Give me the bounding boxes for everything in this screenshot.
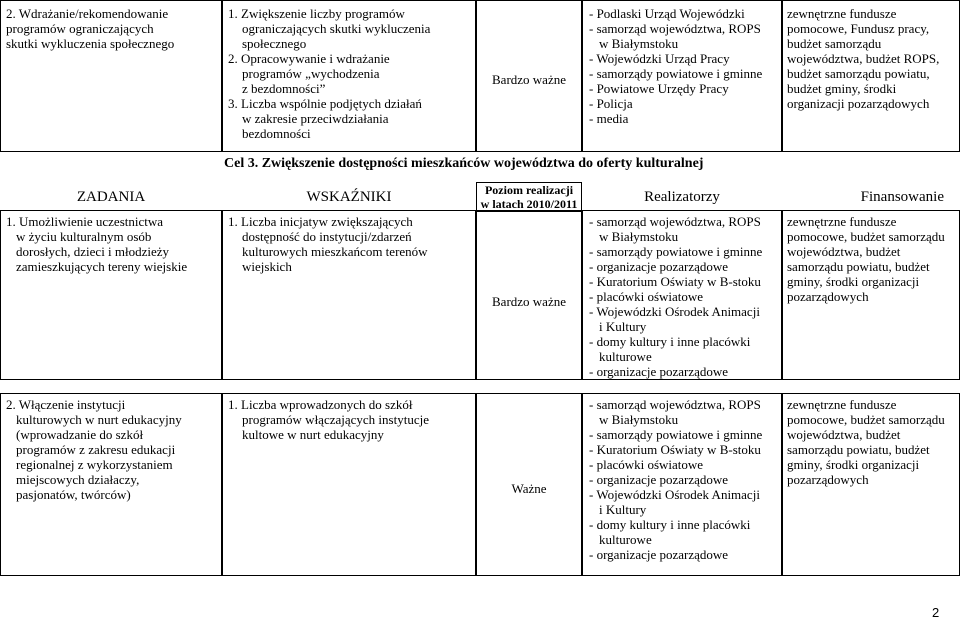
cell-line: 2. Włączenie instytucji — [6, 397, 126, 412]
cell-line: samorządu powiatu, budżet — [787, 442, 930, 457]
cell-line: i Kultury — [599, 502, 647, 517]
top-poziom-value: Bardzo ważne — [492, 71, 566, 87]
cell-line: kulturowe — [599, 349, 652, 364]
cell-line: - Wojewódzki Ośrodek Animacji — [589, 304, 760, 319]
cell-line: w Białymstoku — [599, 229, 679, 244]
cell-line: - Powiatowe Urzędy Pracy — [589, 81, 729, 96]
cell-line: społecznego — [242, 36, 307, 51]
cell-line: - placówki oświatowe — [589, 457, 704, 472]
row1-poziom-value: Bardzo ważne — [492, 293, 566, 309]
top-poziom-cell — [476, 0, 582, 152]
cell-line: dorosłych, dzieci i młodzieży — [16, 244, 170, 259]
header-poziom-line2: w latach 2010/2011 — [480, 197, 578, 211]
cell-line: - samorządy powiatowe i gminne — [589, 427, 763, 442]
cell-line: (wprowadzanie do szkół — [16, 427, 144, 442]
cell-line: dostępność do instytucji/zdarzeń — [242, 229, 412, 244]
cell-line: - organizacje pozarządowe — [589, 547, 729, 562]
cell-line: pozarządowych — [787, 289, 869, 304]
cell-line: i Kultury — [599, 319, 647, 334]
cell-line: pomocowe, budżet samorządu — [787, 412, 945, 427]
row1-finansowanie-text — [785, 213, 960, 305]
cell-line: - Kuratorium Oświaty w B-stoku — [589, 442, 761, 457]
header-realizatorzy: Realizatorzy — [644, 189, 720, 205]
top-finansowanie-text — [785, 5, 960, 112]
cell-line: kulturowe — [599, 532, 652, 547]
cell-line: regionalnej z wykorzystaniem — [16, 457, 173, 472]
cell-line: województwa, budżet — [787, 427, 901, 442]
cell-line: kulturowych w nurt edukacyjny — [16, 412, 182, 427]
cell-line: miejscowych działaczy, — [16, 472, 140, 487]
cell-line: kultowe w nurt edukacyjny — [242, 427, 384, 442]
cell-line: - Podlaski Urząd Wojewódzki — [589, 6, 745, 21]
cell-line: zewnętrzne fundusze — [787, 6, 897, 21]
row2-wskazniki-text — [226, 396, 474, 443]
row2-poziom-value: Ważne — [511, 481, 547, 496]
cell-line: 1. Umożliwienie uczestnictwa — [6, 214, 164, 229]
cell-line: budżet gminy, środki — [787, 81, 897, 96]
cell-line: ograniczających skutki wykluczenia — [242, 21, 431, 36]
cell-line: - media — [589, 111, 629, 126]
cell-line: pozarządowych — [787, 472, 869, 487]
cell-line: zewnętrzne fundusze — [787, 214, 897, 229]
cell-line: skutki wykluczenia społecznego — [6, 36, 175, 51]
cell-line: 1. Liczba inicjatyw zwiększających — [228, 214, 413, 229]
cell-line: województwa, budżet ROPS, — [787, 51, 940, 66]
header-finansowanie: Finansowanie — [860, 189, 944, 205]
cell-line: 2. Wdrażanie/rekomendowanie — [6, 6, 169, 21]
cell-line: budżet samorządu — [787, 36, 882, 51]
cell-line: gminy, środki organizacji — [787, 457, 920, 472]
cell-line: - Wojewódzki Ośrodek Animacji — [589, 487, 760, 502]
cell-line: 1. Liczba wprowadzonych do szkół — [228, 397, 413, 412]
cell-line: pomocowe, Fundusz pracy, — [787, 21, 930, 36]
cell-line: - domy kultury i inne placówki — [589, 334, 751, 349]
cell-line: - Wojewódzki Urząd Pracy — [589, 51, 730, 66]
cell-line: 1. Zwiększenie liczby programów — [228, 6, 405, 21]
cell-line: pomocowe, budżet samorządu — [787, 229, 945, 244]
cell-line: - samorządy powiatowe i gminne — [589, 66, 763, 81]
top-zadanie-text — [4, 5, 220, 52]
cell-line: zewnętrzne fundusze — [787, 397, 897, 412]
cell-line: - domy kultury i inne placówki — [589, 517, 751, 532]
header-wskazniki: WSKAŹNIKI — [306, 189, 392, 205]
row1-realizatorzy-text — [587, 213, 781, 380]
top-realizatorzy-text — [587, 5, 781, 127]
cell-line: samorządu powiatu, budżet — [787, 259, 930, 274]
row1-zadanie-text — [4, 213, 220, 275]
cell-line: programów włączających instytucje — [242, 412, 429, 427]
cell-line: w Białymstoku — [599, 36, 679, 51]
cell-line: 2. Opracowywanie i wdrażanie — [228, 51, 390, 66]
cell-line: gminy, środki organizacji — [787, 274, 920, 289]
header-zadania: ZADANIA — [76, 189, 146, 205]
cell-line: pasjonatów, twórców) — [16, 487, 131, 502]
cell-line: - samorząd województwa, ROPS — [589, 21, 761, 36]
cell-line: zamieszkujących tereny wiejskie — [16, 259, 188, 274]
cell-line: z bezdomności” — [242, 81, 326, 96]
cell-line: programów „wychodzenia — [242, 66, 380, 81]
cell-line: kulturowych mieszkańcom terenów — [242, 244, 428, 259]
cell-line: - samorządy powiatowe i gminne — [589, 244, 763, 259]
cell-line: organizacji pozarządowych — [787, 96, 930, 111]
cell-line: w zakresie przeciwdziałania — [242, 111, 389, 126]
cell-line: budżet samorządu powiatu, — [787, 66, 930, 81]
cell-line: bezdomności — [242, 126, 311, 141]
row1-wskazniki-text — [226, 213, 474, 275]
header-poziom — [476, 183, 582, 211]
row2-zadanie-text — [4, 396, 220, 503]
goal-title: Cel 3. Zwiększenie dostępności mieszkańców województwa do oferty kulturalnej — [224, 156, 704, 171]
cell-line: 3. Liczba wspólnie podjętych działań — [228, 96, 422, 111]
cell-line: - placówki oświatowe — [589, 289, 704, 304]
cell-line: - organizacje pozarządowe — [589, 364, 729, 379]
row2-finansowanie-text — [785, 396, 960, 488]
row2-poziom-cell — [476, 393, 582, 576]
cell-line: - organizacje pozarządowe — [589, 472, 729, 487]
cell-line: - Policja — [589, 96, 633, 111]
cell-line: w życiu kulturalnym osób — [16, 229, 152, 244]
header-poziom-line1: Poziom realizacji — [484, 183, 574, 197]
cell-line: województwa, budżet — [787, 244, 901, 259]
cell-line: wiejskich — [242, 259, 292, 274]
row2-realizatorzy-text — [587, 396, 781, 563]
top-wskazniki-text — [226, 5, 474, 142]
cell-line: programów z zakresu edukacji — [16, 442, 176, 457]
cell-line: - samorząd województwa, ROPS — [589, 214, 761, 229]
cell-line: programów ograniczających — [6, 21, 154, 36]
row1-poziom-cell — [476, 210, 582, 380]
page-number: 2 — [932, 605, 940, 620]
cell-line: - Kuratorium Oświaty w B-stoku — [589, 274, 761, 289]
cell-line: - organizacje pozarządowe — [589, 259, 729, 274]
cell-line: w Białymstoku — [599, 412, 679, 427]
cell-line: - samorząd województwa, ROPS — [589, 397, 761, 412]
